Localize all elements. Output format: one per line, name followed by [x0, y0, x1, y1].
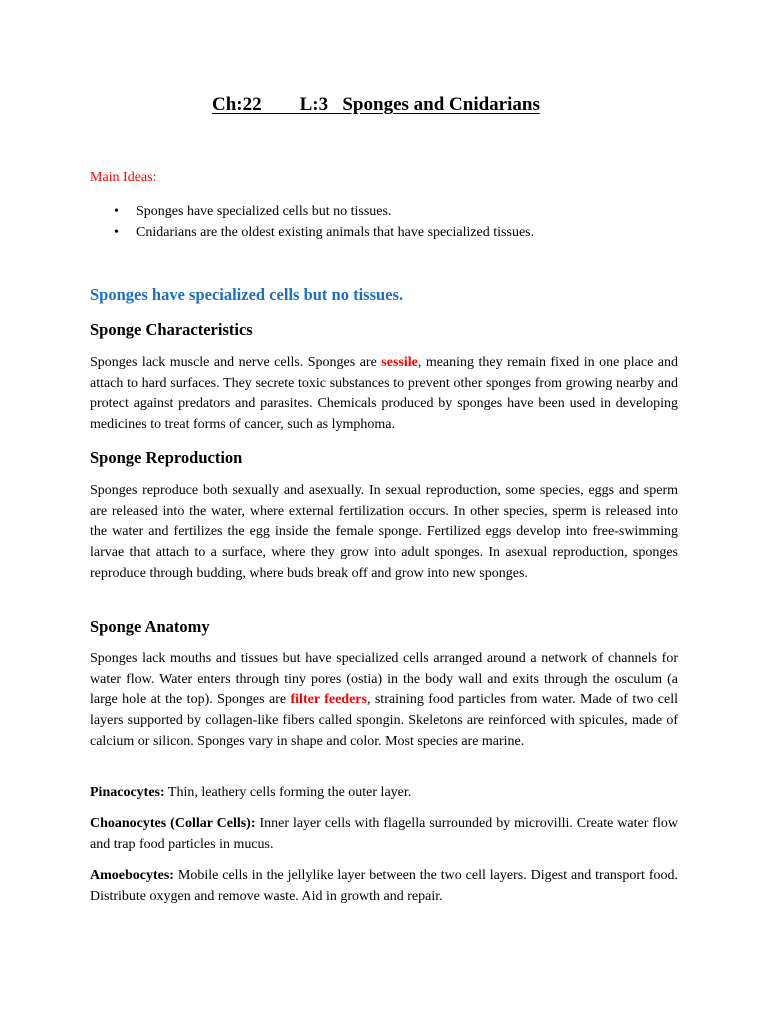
characteristics-heading: Sponge Characteristics — [90, 320, 253, 339]
main-ideas-label: Main Ideas: — [90, 170, 157, 185]
main-idea-text: Sponges have specialized cells but no tissues. — [136, 204, 392, 219]
list-item — [90, 201, 690, 222]
list-item — [90, 222, 690, 243]
anatomy-paragraph — [90, 649, 678, 753]
main-ideas-list — [90, 201, 690, 243]
anatomy-heading: Sponge Anatomy — [90, 617, 210, 636]
cell-type-definition: Mobile cells in the jellylike layer between the two cell layers. Digest and transport food. Distribute oxygen and remove waste. Aid in growth and repair. — [90, 868, 678, 904]
cell-type-choanocytes — [90, 814, 678, 855]
cell-type-term: Amoebocytes: — [90, 868, 174, 883]
cell-type-definition: Thin, leathery cells forming the outer layer. — [164, 785, 412, 800]
characteristics-text-after: , meaning they remain fixed in one place and attach to hard surfaces. They secrete toxic substances to prevent other sponges from growing nearby and protect against predators and parasites. Chemicals produced by sponges have been used in developing medicines to treat forms of cancer, such as lymphoma. — [90, 355, 678, 433]
reproduction-heading: Sponge Reproduction — [90, 448, 243, 467]
cell-type-term: Pinacocytes: — [90, 785, 165, 800]
section-heading: Sponges have specialized cells but no tissues. — [90, 285, 404, 304]
anatomy-text-after: , straining food particles from water. Made of two cell layers supported by collagen-like fibers called spongin. Skeletons are reinforced with spicules, made of calcium or silicon. Sponges vary in shape and color. Most species are marine. — [90, 692, 678, 749]
bullet-icon: • — [114, 204, 119, 219]
characteristics-paragraph — [90, 353, 678, 436]
filter-feeders-term: filter feeders — [290, 692, 367, 708]
cell-type-pinacocytes — [90, 783, 678, 804]
characteristics-text-before: Sponges lack muscle and nerve cells. Sponges are — [90, 355, 382, 370]
cell-type-amoebocytes — [90, 866, 678, 907]
cell-type-term: Choanocytes (Collar Cells): — [90, 816, 256, 831]
page-title: Ch:22 L:3 Sponges and Cnidarians — [212, 94, 540, 115]
anatomy-text-before: Sponges lack mouths and tissues but have specialized cells arranged around a network of channels for water flow. Water enters through tiny pores (ostia) in the body wall and exits through the osculum (a large hole at the top). Sponges are — [90, 651, 678, 708]
bullet-icon: • — [114, 225, 119, 240]
sessile-term: sessile — [381, 355, 418, 370]
cell-type-definition: Inner layer cells with flagella surrounded by microvilli. Create water flow and trap food particles in mucus. — [90, 816, 678, 852]
main-idea-text: Cnidarians are the oldest existing animals that have specialized tissues. — [136, 225, 535, 240]
reproduction-paragraph: Sponges reproduce both sexually and asexually. In sexual reproduction, some species, eggs and sperm are released into the water, where external fertilization occurs. In other species, sperm is released into the water and fertilizes the egg inside the female sponge. Fertilized eggs develop into free-swimming larvae that attach to a surface, where they grow into adult sponges. In asexual reproduction, sponges reproduce through budding, where buds break off and grow into new sponges. — [90, 483, 678, 581]
